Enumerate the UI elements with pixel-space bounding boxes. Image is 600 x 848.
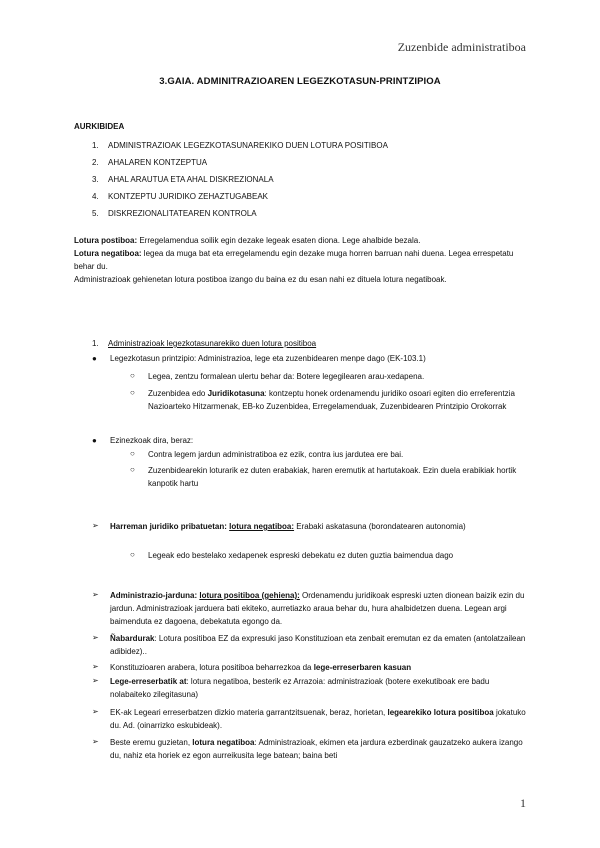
arrow-item-7: Beste eremu guzietan, lotura negatiboa: Administrazioak, ekimen eta jardura ezberdinak gauzatzeko aukera izango du, nahiz eta horiek ez egon aurreikusita lege batean; baina beti xyxy=(110,738,523,760)
arrow-item-5: Lege-erreserbatik at: lotura negatiboa, besterik ez Arrazoia: administrazioak (botere exekutiboak ere badu nolabaiteko zilegitasuna) xyxy=(110,677,490,699)
arrow-bullet-icon: ➢ xyxy=(92,521,99,530)
arrow-bullet-icon: ➢ xyxy=(92,676,99,685)
bullet-circle: ○ xyxy=(130,371,135,380)
arrow-item-2: Administrazio-jarduna: lotura positiboa (gehiena): Ordenamendu juridikoak espreski uzten dionean baizik ezin du jardun. Administrazioak jarduera bati ekiteko, aurretiazko araua behar du, hura ahalbidetzen duena. Legean argi baimenduta ez dagoena, debekatuta egongo da. xyxy=(110,591,525,626)
intro-paragraphs xyxy=(74,234,524,286)
section1-sub-2a: Contra legem jardun administratiboa ez ezik, contra ius jardutea ere bai. xyxy=(148,450,404,459)
toc-item: 5. DISKREZIONALITATEAREN KONTROLA xyxy=(92,209,257,218)
section1-bullet-1: Legezkotasun printzipio: Administrazioa, lege eta zuzenbidearen menpe dago (EK-103.1) xyxy=(110,354,426,363)
section1-sub-2b: Zuzenbidearekin loturarik ez duten erabakiak, haren eremutik at hartutakoak. Ezin duela erabikiak hortik kanpotik hartu xyxy=(148,466,517,488)
arrow-bullet-icon: ➢ xyxy=(92,737,99,746)
section1-sub-1b: Zuzenbidea edo Juridikotasuna: kontzeptu honek ordenamendu juridiko osoari egiten dio erreferentzia Nazioarteko Hitzarmenak, EB-ko Zuzenbidea, Erregelamenduak, Zuzenbidearen Printzipio Orokorrak xyxy=(148,389,515,411)
section1-sub-1a: Legea, zentzu formalean ulertu behar da: Botere legegilearen arau-xedapena. xyxy=(148,372,425,381)
section1-bullet-2: Ezinezkoak dira, beraz: xyxy=(110,436,194,445)
bullet-circle: ○ xyxy=(130,388,135,397)
bullet-dot: ● xyxy=(92,354,97,363)
toc-item: 4. KONTZEPTU JURIDIKO ZEHAZTUGABEAK xyxy=(92,192,269,201)
bullet-dot: ● xyxy=(92,436,97,445)
arrow-item-3: Ñabardurak: Lotura positiboa EZ da expresuki jaso Konstituzioan eta zenbait eremutan ez da ematen (antolatzailean adibidez).. xyxy=(110,634,526,656)
bullet-circle: ○ xyxy=(130,550,135,559)
lotura-positiboa-def: Lotura postiboa: Erregelamendua soilik egin dezake legeak esaten diona. Lege ahalbide bezala. xyxy=(74,236,421,245)
arrow-item-4: Konstituzioaren arabera, lotura positiboa beharrezkoa da lege-erreserbaren kasuan xyxy=(110,663,412,672)
arrow-bullet-icon: ➢ xyxy=(92,590,99,599)
page-title: 3.GAIA. ADMINITRAZIOAREN LEGEZKOTASUN-PRINTZIPIOA xyxy=(159,76,441,87)
running-header: Zuzenbide administratiboa xyxy=(397,40,526,54)
aurkibidea-heading: AURKIBIDEA xyxy=(74,122,125,131)
section1-heading: 1. Administrazioak legezkotasunarekiko duen lotura positiboa xyxy=(92,339,317,348)
lotura-negatiboa-def: Lotura negatiboa: legea da muga bat eta erregelamendu egin dezake muga horren barruan nahi duena. Legea errespetatu behar du. xyxy=(74,249,514,271)
toc-item: 2. AHALAREN KONTZEPTUA xyxy=(92,158,208,167)
toc-item: 1. ADMINISTRAZIOAK LEGEZKOTASUNAREKIKO DUEN LOTURA POSITIBOA xyxy=(92,141,388,150)
bullet-circle: ○ xyxy=(130,449,135,458)
bullet-circle: ○ xyxy=(130,465,135,474)
arrow-bullet-icon: ➢ xyxy=(92,662,99,671)
toc-item: 3. AHAL ARAUTUA ETA AHAL DISKREZIONALA xyxy=(92,175,274,184)
page-number: 1 xyxy=(520,796,526,810)
arrow-bullet-icon: ➢ xyxy=(92,707,99,716)
arrow-item-1-sub: Legeak edo bestelako xedapenek espreski debekatu ez duten guztia baimendua dago xyxy=(148,551,454,560)
arrow-bullet-icon: ➢ xyxy=(92,633,99,642)
intro-note: Administrazioak gehienetan lotura postiboa izango du baina ez du esan nahi ez dituela lotura negatiboak. xyxy=(74,275,447,284)
arrow-item-1: Harreman juridiko pribatuetan: lotura negatiboa: Erabaki askatasuna (borondatearen autonomia) xyxy=(110,522,466,531)
arrow-item-6: EK-ak Legeari erreserbatzen dizkio materia garrantzitsuenak, beraz, horietan, legearekiko lotura positiboa jokatuko du. Ad. (oinarrizko eskubideak). xyxy=(110,708,526,730)
